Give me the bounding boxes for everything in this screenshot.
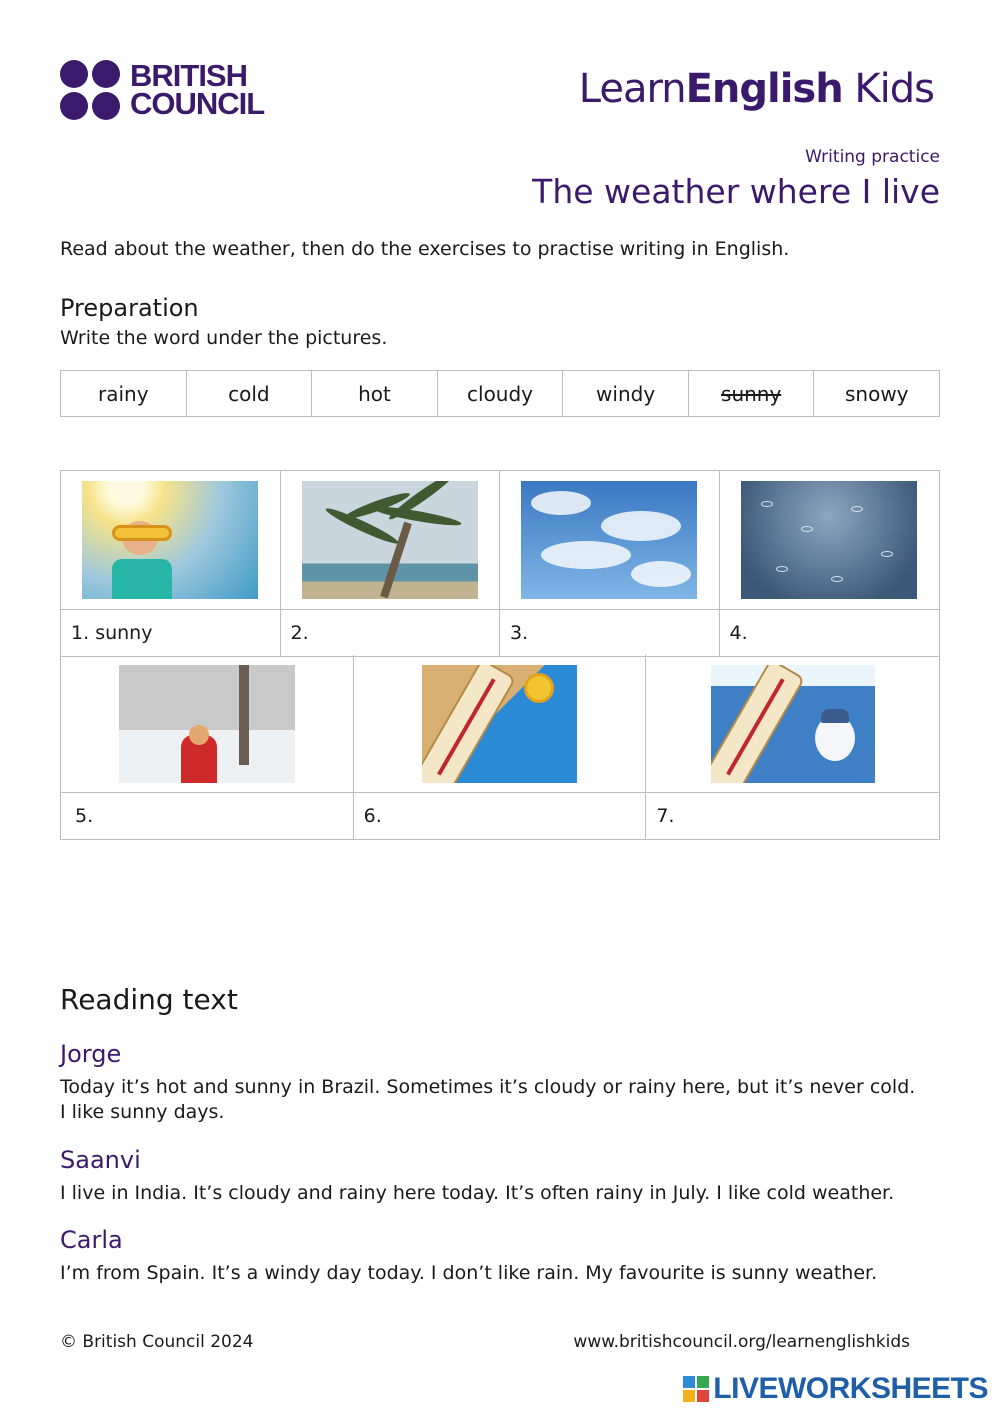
preparation-instruction: Write the word under the pictures. bbox=[60, 327, 388, 349]
logo-wordmark: BRITISH COUNCIL bbox=[130, 58, 265, 121]
answer-cell-1[interactable]: 1. sunny bbox=[61, 610, 281, 656]
reading-heading: Reading text bbox=[60, 983, 238, 1016]
answer-cell-2[interactable]: 2. bbox=[281, 610, 501, 656]
word-bank-item: cold bbox=[187, 371, 313, 416]
logo-dots-icon bbox=[60, 60, 120, 120]
person-text: I’m from Spain. It’s a windy day today. I don’t like rain. My favourite is sunny weather. bbox=[60, 1262, 878, 1284]
person-name: Jorge bbox=[60, 1040, 122, 1068]
preparation-heading: Preparation bbox=[60, 294, 199, 322]
footer-url[interactable]: www.britishcouncil.org/learnenglishkids bbox=[573, 1332, 910, 1352]
copyright: © British Council 2024 bbox=[60, 1332, 254, 1352]
word-bank-item: windy bbox=[563, 371, 689, 416]
picture-grid-top bbox=[60, 470, 940, 657]
liveworksheets-icon bbox=[683, 1376, 709, 1402]
word-bank-item: cloudy bbox=[438, 371, 564, 416]
learnenglish-kids-logo: LearnEnglish Kids bbox=[578, 66, 934, 112]
liveworksheets-watermark: LIVEWORKSHEETS bbox=[683, 1372, 988, 1406]
person-name: Saanvi bbox=[60, 1146, 141, 1174]
word-bank-item-crossed: sunny bbox=[689, 371, 815, 416]
british-council-logo bbox=[60, 60, 264, 120]
answer-cell-5[interactable]: 5. bbox=[61, 793, 354, 839]
person-text: Today it’s hot and sunny in Brazil. Sometimes it’s cloudy or rainy here, but it’s never cold. I like sunny days. bbox=[60, 1076, 916, 1123]
rainy-photo bbox=[741, 481, 917, 599]
answer-cell-6[interactable]: 6. bbox=[354, 793, 647, 839]
answer-cell-3[interactable]: 3. bbox=[500, 610, 720, 656]
cold-photo bbox=[711, 665, 875, 783]
windy-photo bbox=[302, 481, 478, 599]
picture-grid-bottom bbox=[60, 655, 940, 840]
word-bank bbox=[60, 370, 940, 417]
page-title: The weather where I live bbox=[532, 172, 940, 211]
hot-photo bbox=[422, 665, 577, 783]
person-name: Carla bbox=[60, 1226, 123, 1254]
sunny-photo bbox=[82, 481, 258, 599]
cloudy-photo bbox=[521, 481, 697, 599]
person-text: I live in India. It’s cloudy and rainy here today. It’s often rainy in July. I like cold weather. bbox=[60, 1182, 895, 1204]
page-subtitle: Writing practice bbox=[805, 147, 940, 167]
word-bank-item: snowy bbox=[844, 381, 909, 406]
word-bank-item: hot bbox=[312, 371, 438, 416]
snowy-photo bbox=[119, 665, 295, 783]
answer-cell-4[interactable]: 4. bbox=[729, 622, 748, 644]
answer-cell-7[interactable]: 7. bbox=[656, 805, 675, 827]
intro-text: Read about the weather, then do the exercises to practise writing in English. bbox=[60, 238, 790, 260]
word-bank-item: rainy bbox=[61, 371, 187, 416]
